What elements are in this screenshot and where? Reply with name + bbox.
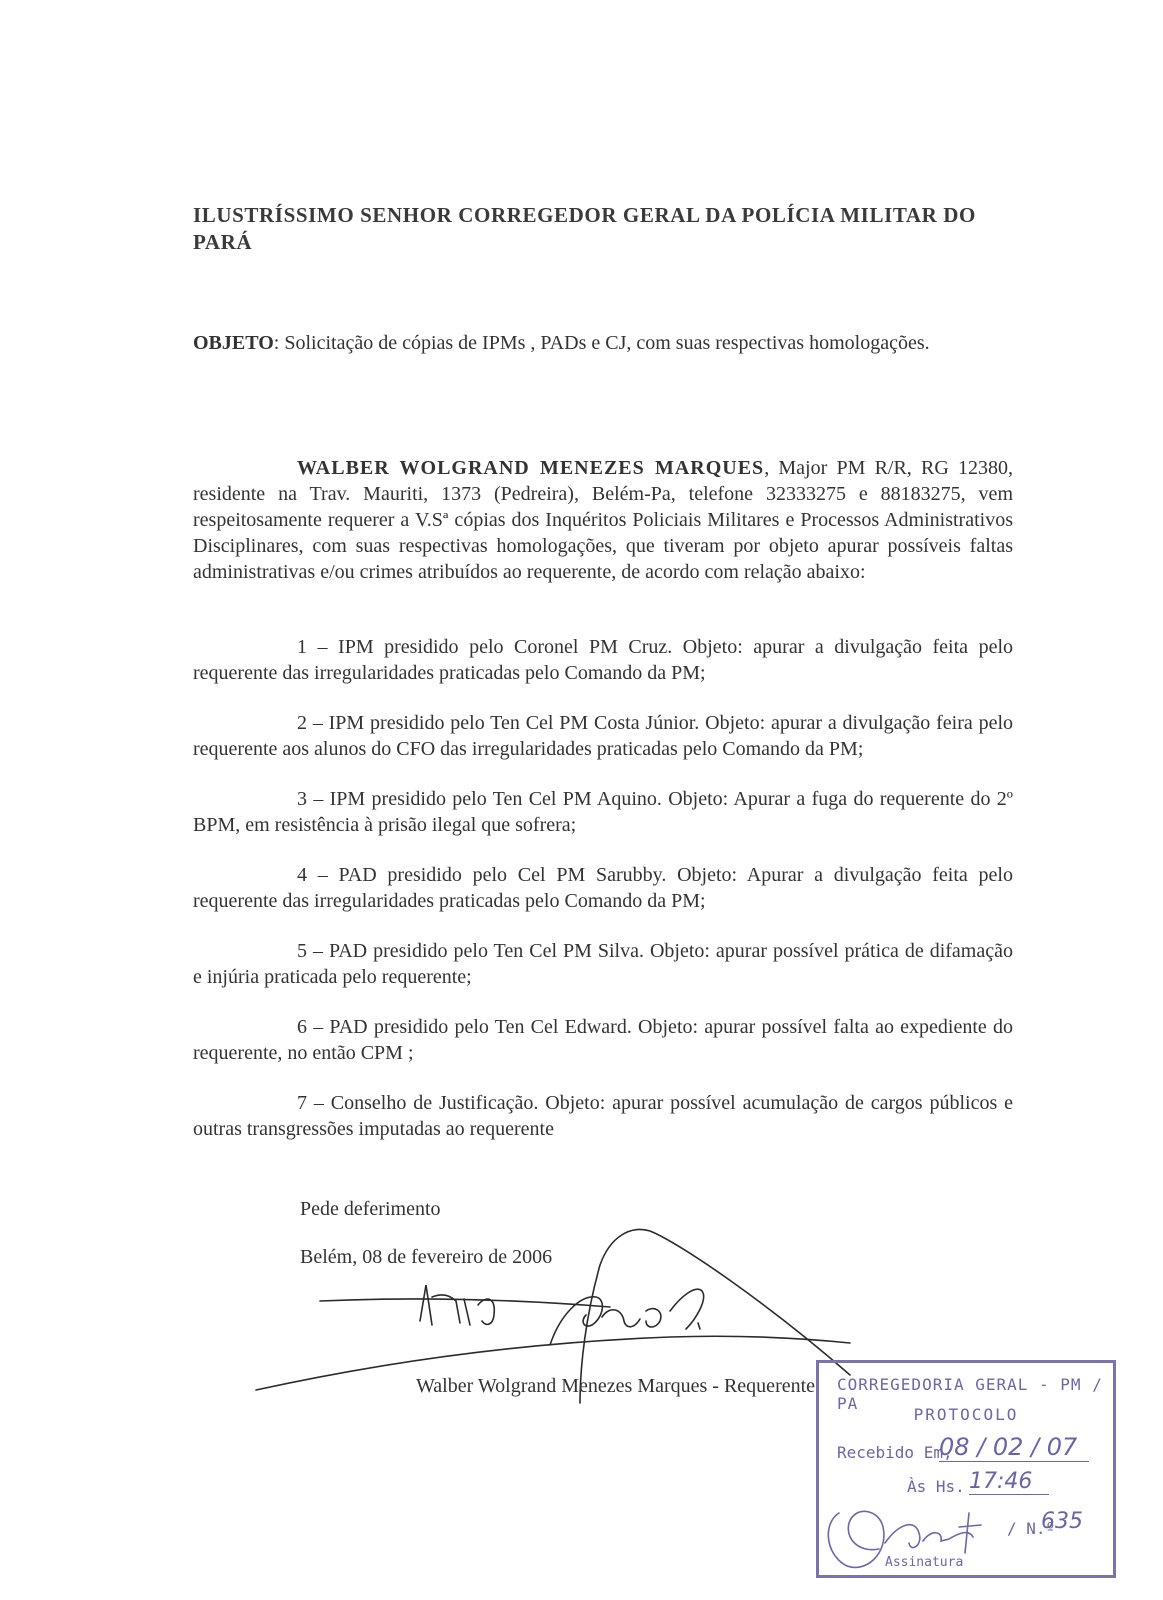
stamp-hours-value: 17:46 [969,1469,1049,1495]
stamp-title: PROTOCOLO [913,1405,1019,1424]
stamp-office: CORREGEDORIA GERAL - PM / PA [837,1375,1103,1413]
stamp-number-value: 635 [1041,1509,1083,1534]
process-item: 5 – PAD presidido pelo Ten Cel PM Silva. Objeto: apurar possível prática de difamação e injúria praticada pelo requerente; [193,940,1013,988]
request-text: , Major PM R/R, RG 12380, residente na Trav. Mauriti, 1373 (Pedreira), Belém-Pa, telefone 32333275 e 88183275, vem respeitosamente requerer a V.Sª cópias dos Inquéritos Policiais Militares e Processos Administrativos Disciplinares, com suas respectivas homologações, que tiveram por objeto apurar possíveis faltas administrativas e/ou crimes atribuídos ao requerente, de acordo com relação abaixo: [193,457,1013,583]
closing-request: Pede deferimento [300,1198,441,1220]
request-paragraph [193,455,1013,585]
stamp-number-label: / N.º [1007,1519,1056,1538]
stamp-received-date: 08 / 02 / 07 [939,1433,1089,1462]
process-item: 6 – PAD presidido pelo Ten Cel Edward. Objeto: apurar possível falta ao expediente do requerente, no então CPM ; [193,1016,1013,1064]
signatory-name: Walber Wolgrand Menezes Marques - Requerente [416,1375,816,1397]
protocol-stamp [816,1360,1116,1578]
process-item: 3 – IPM presidido pelo Ten Cel PM Aquino. Objeto: Apurar a fuga do requerente do 2º BPM, em resistência à prisão ilegal que sofrera; [193,788,1013,836]
subject-label: OBJETO [193,332,274,354]
process-list [193,634,1013,1166]
requester-name: WALBER WOLGRAND MENEZES MARQUES [297,457,765,479]
place-date: Belém, 08 de fevereiro de 2006 [300,1246,553,1268]
subject-text: : Solicitação de cópias de IPMs , PADs e CJ, com suas respectivas homologações. [273,332,930,354]
document-heading: ILUSTRÍSSIMO SENHOR CORREGEDOR GERAL DA POLÍCIA MILITAR DO PARÁ [193,203,976,254]
stamp-received-label: Recebido Em, [837,1443,953,1462]
process-item: 4 – PAD presidido pelo Cel PM Sarubby. Objeto: Apurar a divulgação feita pelo requerente das irregularidades praticadas pelo Comando da PM; [193,864,1013,912]
process-item: 1 – IPM presidido pelo Coronel PM Cruz. Objeto: apurar a divulgação feita pelo requerente das irregularidades praticadas pelo Comando da PM; [193,636,1013,684]
subject-paragraph [193,330,1013,356]
stamp-signature-label: Assinatura [885,1555,964,1570]
stamp-hours-label: Às Hs. [907,1477,965,1496]
process-item: 7 – Conselho de Justificação. Objeto: apurar possível acumulação de cargos públicos e outras transgressões imputadas ao requerente [193,1092,1013,1140]
process-item: 2 – IPM presidido pelo Ten Cel PM Costa Júnior. Objeto: apurar a divulgação feira pelo requerente aos alunos do CFO das irregularidades praticadas pelo Comando da PM; [193,712,1013,760]
